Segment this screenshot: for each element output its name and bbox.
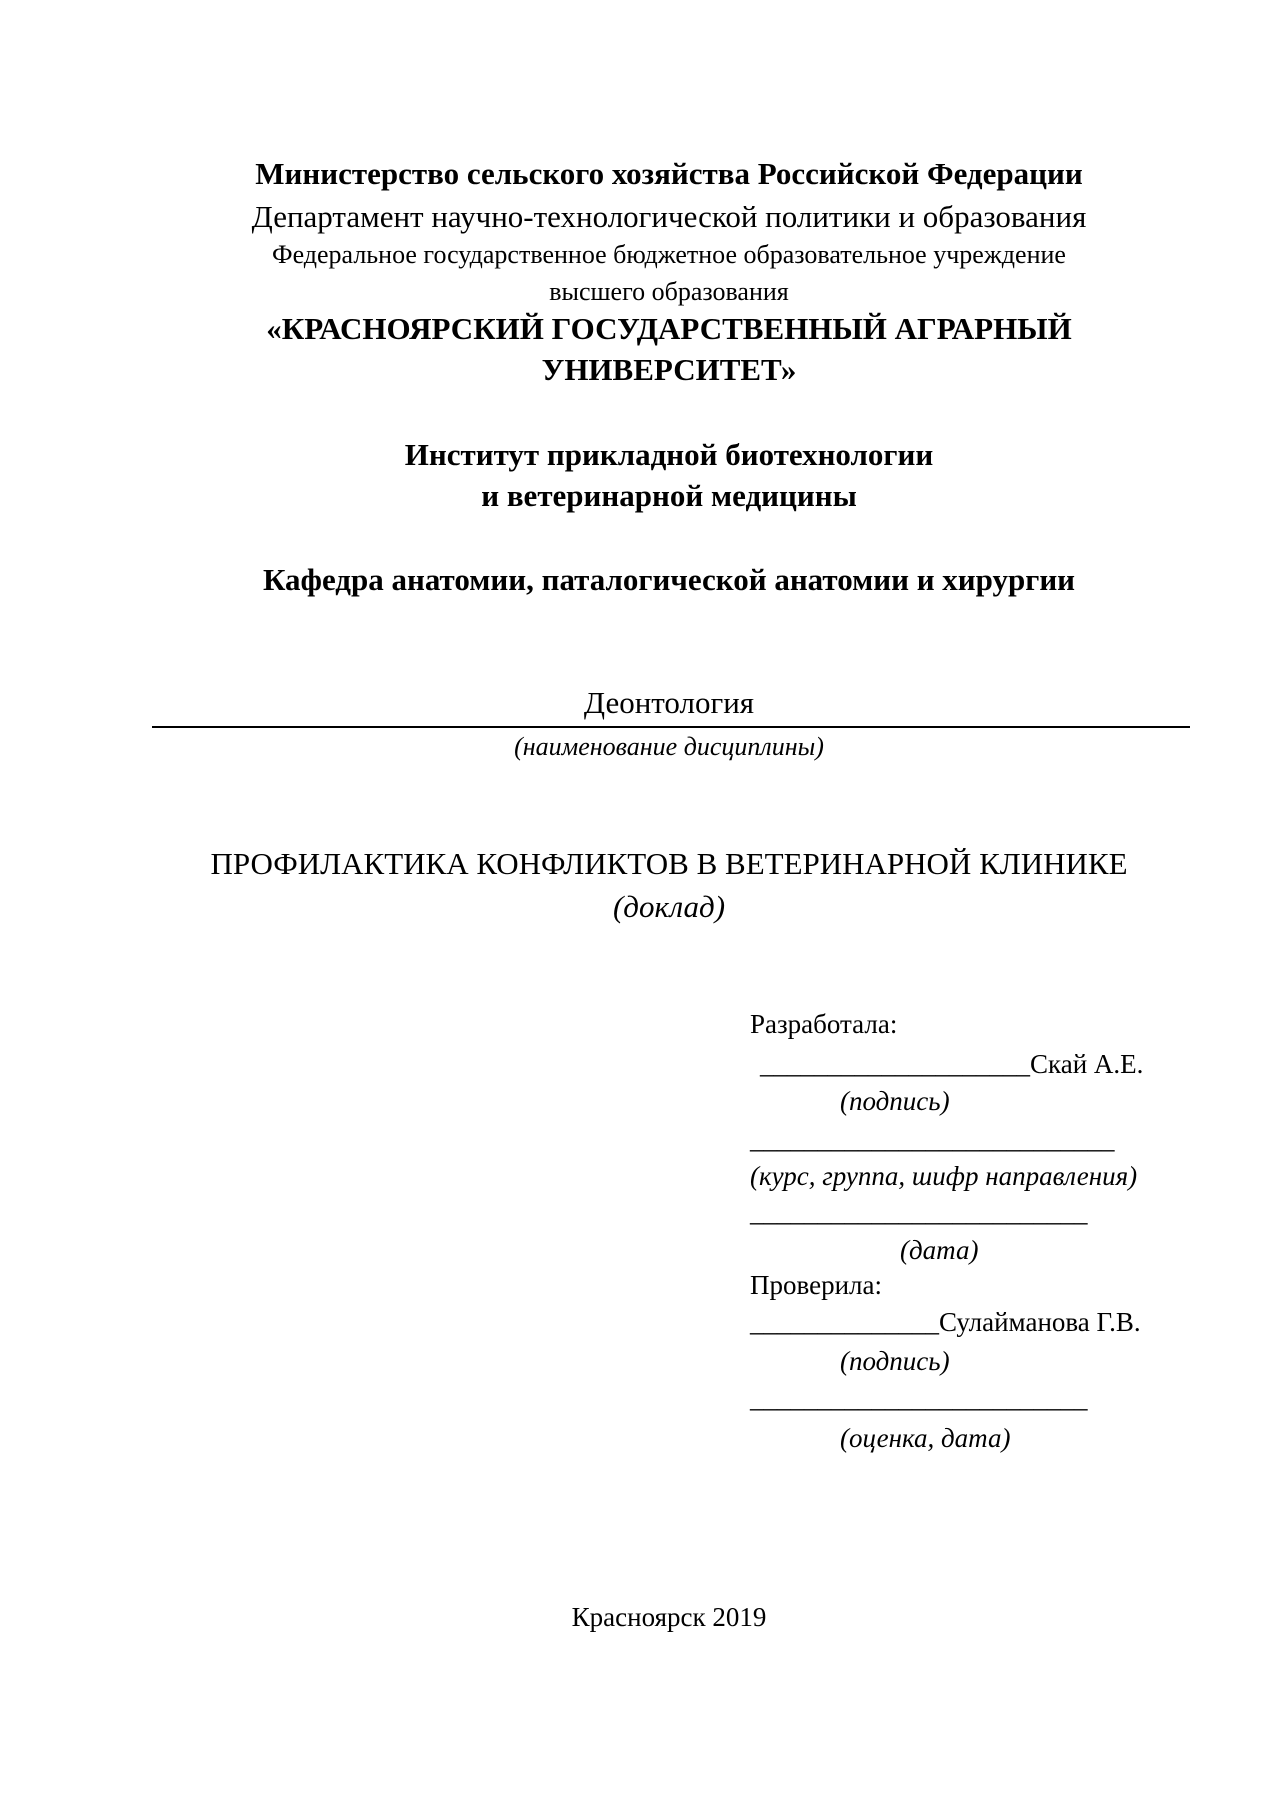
course-group-caption: (курс, группа, шифр направления) xyxy=(750,1161,1138,1191)
university-name-line1: «КРАСНОЯРСКИЙ ГОСУДАРСТВЕННЫЙ АГРАРНЫЙ xyxy=(266,311,1072,346)
institution-level: высшего образования xyxy=(549,277,789,306)
report-type: (доклад) xyxy=(612,889,726,924)
institute-name-line2: и ветеринарной медицины xyxy=(481,478,857,513)
discipline-underline xyxy=(152,726,1190,728)
grade-date-blank: _________________________ xyxy=(750,1383,1088,1413)
date-blank: _________________________ xyxy=(750,1197,1088,1227)
grade-date-caption: (оценка, дата) xyxy=(840,1423,1011,1453)
developed-by-label: Разработала: xyxy=(750,1009,898,1039)
checked-by-label: Проверила: xyxy=(750,1270,882,1300)
report-title: ПРОФИЛАКТИКА КОНФЛИКТОВ В ВЕТЕРИНАРНОЙ КЛИНИКЕ xyxy=(210,846,1128,881)
ministry-name: Министерство сельского хозяйства Российской Федерации xyxy=(255,156,1083,191)
author-signature-caption: (подпись) xyxy=(840,1086,950,1116)
kafedra-name: Кафедра анатомии, паталогической анатомии и хирургии xyxy=(262,562,1076,597)
department-name: Департамент научно-технологической политики и образования xyxy=(251,199,1087,234)
city-year: Красноярск 2019 xyxy=(571,1602,767,1632)
checker-signature-line: ______________Сулайманова Г.В. xyxy=(750,1307,1141,1337)
course-group-blank: ___________________________ xyxy=(750,1124,1115,1154)
discipline-name: Деонтология xyxy=(583,685,755,720)
author-signature-line: ____________________Скай А.Е. xyxy=(760,1049,1144,1079)
institution-type: Федеральное государственное бюджетное образовательное учреждение xyxy=(272,240,1066,269)
university-name-line2: УНИВЕРСИТЕТ» xyxy=(541,352,797,387)
discipline-caption: (наименование дисциплины) xyxy=(514,732,824,761)
institute-name-line1: Институт прикладной биотехнологии xyxy=(404,437,934,472)
checker-signature-caption: (подпись) xyxy=(840,1346,950,1376)
date-caption: (дата) xyxy=(900,1235,979,1265)
